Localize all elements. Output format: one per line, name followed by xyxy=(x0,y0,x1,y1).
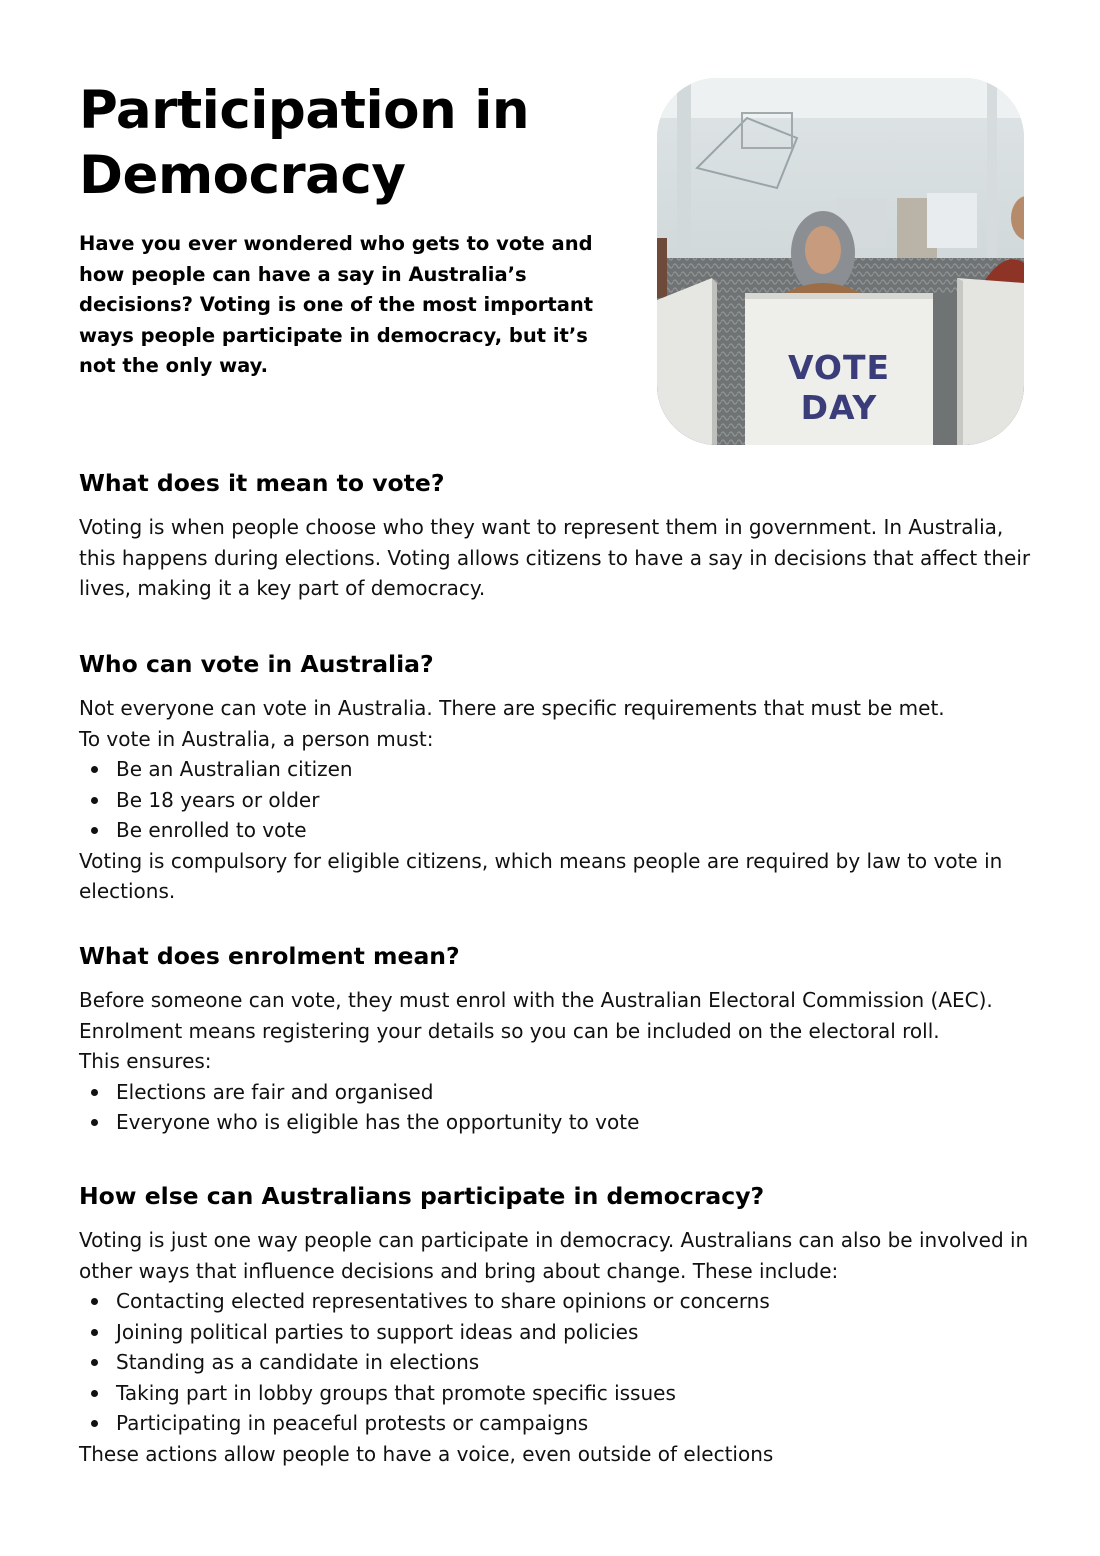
section-paragraph: Voting is when people choose who they want to represent them in government. In Australia, this happens during elections. Voting allows citizens to have a say in decisions that affect their lives, making it a key part of democracy. xyxy=(79,515,1031,600)
vote-day-sign xyxy=(745,348,933,428)
bullet-icon xyxy=(91,1359,98,1366)
bullet-icon xyxy=(91,1298,98,1305)
list-item xyxy=(79,1408,1039,1439)
section-paragraph: Not everyone can vote in Australia. There are specific requirements that must be met. xyxy=(79,696,945,720)
intro-paragraph: Have you ever wondered who gets to vote and how people can have a say in Australia’s decisions? Voting is one of the most important ways people participate in democracy, but it’s not the only way. xyxy=(79,232,594,377)
section-paragraph: Enrolment means registering your details so you can be included on the electoral roll. xyxy=(79,1018,940,1043)
section-heading: What does it mean to vote? xyxy=(79,469,445,497)
list-item-text: Be 18 years or older xyxy=(116,787,320,812)
vote-day-sign-line-2: DAY xyxy=(800,388,878,427)
list-item xyxy=(79,1077,1039,1108)
section-paragraph: Before someone can vote, they must enrol with the Australian Electoral Commission (AEC). xyxy=(79,988,993,1012)
list-item xyxy=(79,785,1039,816)
bullet-icon xyxy=(91,827,98,834)
list-item-text: Contacting elected representatives to share opinions or concerns xyxy=(116,1289,770,1313)
section-what-does-it-mean-to-vote xyxy=(79,468,1039,604)
requirements-list xyxy=(79,754,1039,846)
list-item xyxy=(79,815,1039,846)
list-item-text: Standing as a candidate in elections xyxy=(116,1350,480,1374)
list-item xyxy=(79,1107,1039,1138)
list-item-text: Elections are fair and organised xyxy=(116,1079,434,1104)
bullet-icon xyxy=(91,797,98,804)
bullet-icon xyxy=(91,1420,98,1427)
vote-day-sign-line-1: VOTE xyxy=(787,348,891,387)
section-heading: How else can Australians participate in democracy? xyxy=(79,1182,765,1210)
section-paragraph: To vote in Australia, a person must: xyxy=(79,726,434,751)
list-item xyxy=(79,754,1039,785)
list-item-text: Be an Australian citizen xyxy=(116,757,353,781)
page-title-line-1: Participation in xyxy=(79,80,530,141)
page-title xyxy=(79,78,599,208)
list-item-text: Be enrolled to vote xyxy=(116,818,307,842)
list-item xyxy=(79,1378,1039,1409)
bullet-icon xyxy=(91,1119,98,1126)
list-item xyxy=(79,1286,1039,1317)
section-heading: Who can vote in Australia? xyxy=(79,650,434,678)
list-item-text: Taking part in lobby groups that promote specific issues xyxy=(116,1380,676,1405)
enrolment-benefits-list xyxy=(79,1077,1039,1138)
list-item-text: Everyone who is eligible has the opportunity to vote xyxy=(116,1110,640,1134)
section-what-does-enrolment-mean xyxy=(79,941,1039,1138)
bullet-icon xyxy=(91,1329,98,1336)
section-who-can-vote xyxy=(79,649,1039,907)
vote-day-photo xyxy=(657,78,1024,445)
section-paragraph: Voting is just one way people can participate in democracy. Australians can also be involved in other ways that influence decisions and bring about change. These include: xyxy=(79,1228,1029,1283)
bullet-icon xyxy=(91,1089,98,1096)
section-paragraph: This ensures: xyxy=(79,1049,212,1073)
bullet-icon xyxy=(91,1390,98,1397)
section-heading: What does enrolment mean? xyxy=(79,942,460,970)
bullet-icon xyxy=(91,766,98,773)
list-item-text: Participating in peaceful protests or campaigns xyxy=(116,1411,589,1435)
list-item-text: Joining political parties to support ideas and policies xyxy=(116,1319,639,1344)
participation-ways-list xyxy=(79,1286,1039,1439)
list-item xyxy=(79,1317,1039,1348)
section-paragraph: These actions allow people to have a voice, even outside of elections xyxy=(79,1441,774,1466)
list-item xyxy=(79,1347,1039,1378)
section-paragraph: Voting is compulsory for eligible citizens, which means people are required by law to vote in elections. xyxy=(79,848,1003,903)
section-other-participation xyxy=(79,1181,1039,1469)
page-title-line-2: Democracy xyxy=(79,145,406,206)
